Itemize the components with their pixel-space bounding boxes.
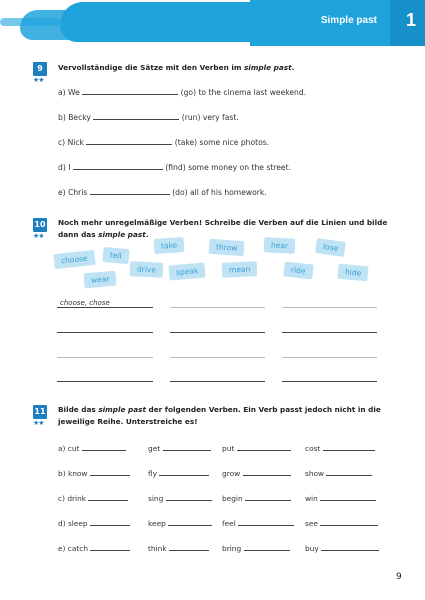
ex11-row-d-col4: see: [305, 518, 378, 528]
answer-blank[interactable]: [163, 443, 211, 451]
exercise-11-stars: ★★: [33, 419, 44, 427]
answer-blank[interactable]: [243, 468, 291, 476]
exercise-11-badge: 11: [33, 405, 47, 419]
ex11-row-b-col3: grow: [222, 468, 291, 478]
ex11-row-d-col2: keep: [148, 518, 212, 528]
ex11-row-c-col2: sing: [148, 493, 212, 503]
ex11-row-b-col2: fly: [148, 468, 209, 478]
writing-line[interactable]: [170, 381, 265, 382]
word-chip: mean: [222, 261, 258, 278]
writing-line[interactable]: [170, 332, 265, 333]
word-chip: ride: [283, 262, 313, 280]
word-chip: wear: [83, 271, 117, 289]
answer-blank[interactable]: [320, 493, 376, 501]
answer-blank[interactable]: [82, 87, 178, 95]
answer-blank[interactable]: [168, 518, 212, 526]
word-chip: choose: [53, 250, 95, 269]
word-chip: lose: [315, 238, 346, 257]
answer-blank[interactable]: [244, 543, 290, 551]
ex11-row-c-col1: c) drink: [58, 493, 128, 503]
answer-blank[interactable]: [73, 162, 163, 170]
ex11-row-b-col4: show: [305, 468, 372, 478]
ex11-row-a-col3: put: [222, 443, 291, 453]
answer-blank[interactable]: [159, 468, 209, 476]
ex11-row-e-col1: e) catch: [58, 543, 130, 553]
word-chip: hear: [264, 237, 296, 254]
ex11-row-a-col4: cost: [305, 443, 375, 453]
ex11-row-d-col3: feel: [222, 518, 294, 528]
answer-blank[interactable]: [321, 543, 379, 551]
answer-blank[interactable]: [169, 543, 209, 551]
exercise-10-stars: ★★: [33, 232, 44, 240]
example-answer: choose, chose: [60, 299, 110, 307]
exercise-9-instruction: Vervollständige die Sätze mit den Verben im simple past.: [58, 63, 295, 72]
word-chip: hide: [337, 264, 368, 282]
exercise-9-stars: ★★: [33, 76, 44, 84]
writing-line[interactable]: [57, 307, 153, 308]
answer-blank[interactable]: [320, 518, 378, 526]
writing-line[interactable]: [57, 332, 153, 333]
ex11-row-a-col1: a) cut: [58, 443, 126, 453]
answer-blank[interactable]: [326, 468, 372, 476]
word-chip: drive: [130, 261, 164, 278]
ex9-sentence-b: b) Becky (run) very fast.: [58, 113, 239, 122]
ex9-sentence-e: e) Chris (do) all of his homework.: [58, 188, 267, 197]
word-chip: tell: [102, 247, 129, 264]
ex11-row-a-col2: get: [148, 443, 211, 453]
writing-line[interactable]: [57, 357, 153, 358]
ex11-row-c-col4: win: [305, 493, 376, 503]
word-chip: take: [154, 237, 185, 254]
writing-line[interactable]: [282, 307, 377, 308]
answer-blank[interactable]: [82, 443, 126, 451]
ex9-sentence-a: a) We (go) to the cinema last weekend.: [58, 88, 307, 97]
answer-blank[interactable]: [90, 187, 170, 195]
ex11-row-b-col1: b) know: [58, 468, 130, 478]
writing-line[interactable]: [170, 357, 265, 358]
brush-stroke: [0, 18, 60, 26]
ex9-sentence-c: c) Nick (take) some nice photos.: [58, 138, 270, 147]
answer-blank[interactable]: [86, 137, 172, 145]
answer-blank[interactable]: [88, 493, 128, 501]
exercise-9-badge: 9: [33, 62, 47, 76]
ex11-row-e-col3: bring: [222, 543, 290, 553]
page-header: [0, 0, 425, 48]
answer-blank[interactable]: [166, 493, 212, 501]
writing-line[interactable]: [57, 381, 153, 382]
exercise-10-badge: 10: [33, 218, 47, 232]
word-chip: throw: [209, 239, 245, 256]
writing-line[interactable]: [282, 332, 377, 333]
ex9-sentence-d: d) I (find) some money on the street.: [58, 163, 291, 172]
writing-line[interactable]: [170, 307, 265, 308]
answer-blank[interactable]: [238, 518, 294, 526]
exercise-10-instruction: Noch mehr unregelmäßige Verben! Schreibe die Verben auf die Linien und bilde dann das simple past.: [58, 218, 388, 239]
chapter-number: 1: [405, 10, 416, 30]
word-chip: speak: [168, 262, 205, 280]
answer-blank[interactable]: [237, 443, 291, 451]
writing-line[interactable]: [282, 357, 377, 358]
page-number: 9: [396, 572, 402, 582]
answer-blank[interactable]: [245, 493, 291, 501]
chapter-title: Simple past: [320, 15, 377, 26]
answer-blank[interactable]: [90, 468, 130, 476]
ex11-row-c-col3: begin: [222, 493, 291, 503]
writing-line[interactable]: [282, 381, 377, 382]
ex11-row-d-col1: d) sleep: [58, 518, 130, 528]
answer-blank[interactable]: [90, 518, 130, 526]
ex11-row-e-col4: buy: [305, 543, 379, 553]
answer-blank[interactable]: [90, 543, 130, 551]
answer-blank[interactable]: [93, 112, 179, 120]
ex11-row-e-col2: think: [148, 543, 209, 553]
exercise-11-instruction: Bilde das simple past der folgenden Verben. Ein Verb passt jedoch nicht in die jeweilige Reihe. Unterstreiche es!: [58, 405, 381, 426]
answer-blank[interactable]: [323, 443, 375, 451]
